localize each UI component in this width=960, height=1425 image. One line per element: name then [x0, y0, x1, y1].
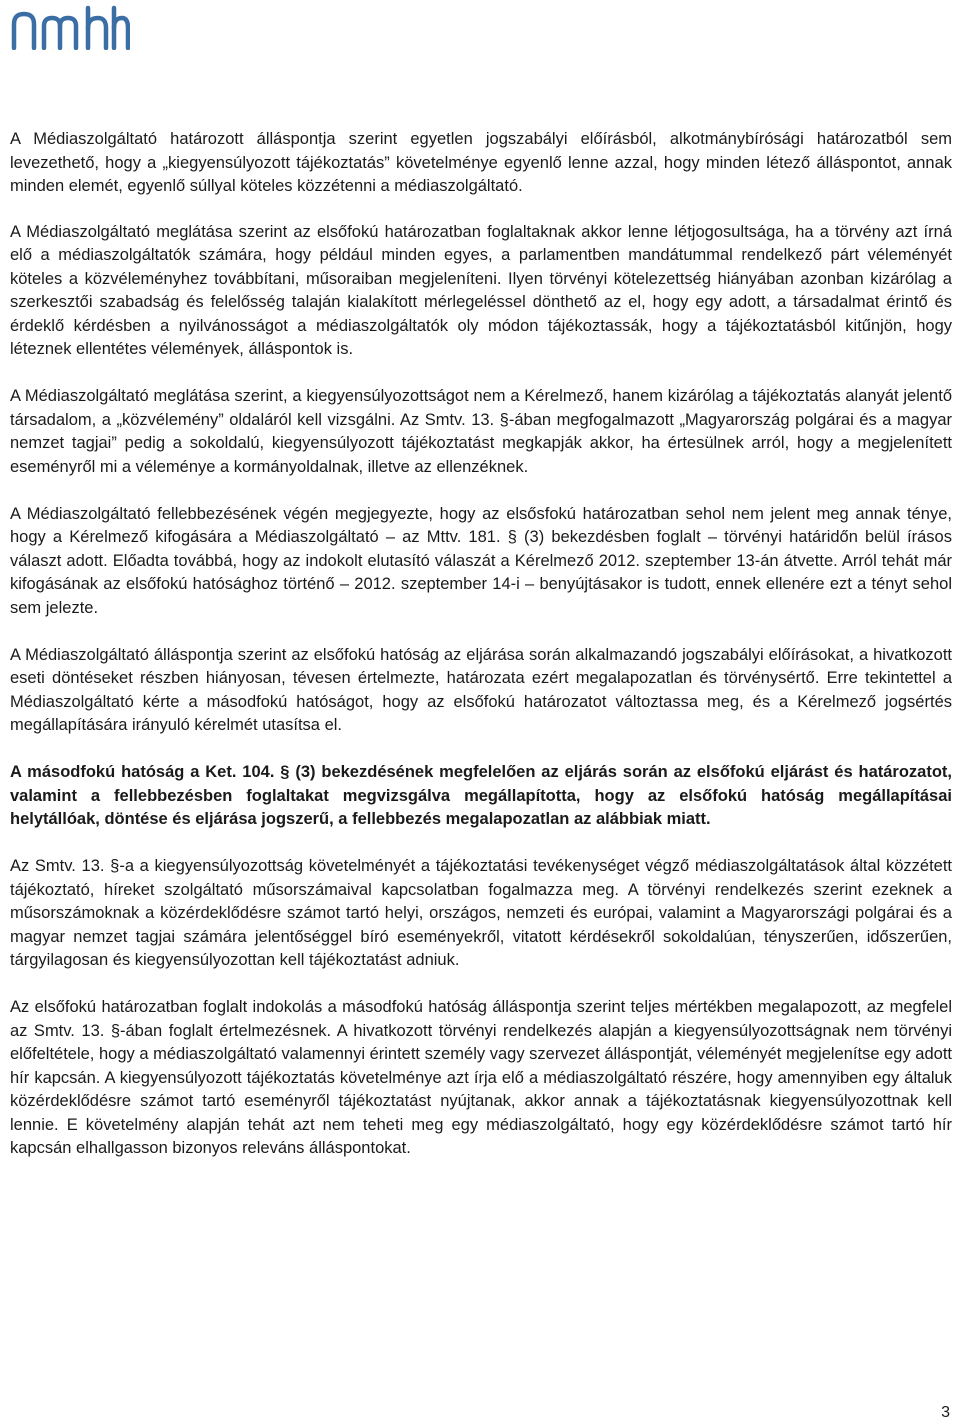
- paragraph-8: Az elsőfokú határozatban foglalt indokolás a másodfokú hatóság álláspontja szerint teljes mértékben megalapozott, az megfelel az Smtv. 13. §-ában foglalt értelmezésnek. A hivatkozott törvényi rendelkezés alapján a kiegyensúlyozottságnak nem törvényi előfeltétele, hogy a médiaszolgáltató valamennyi érintett személy vagy szervezet álláspontját, véleményét megjelenítse egy adott hír kapcsán. A kiegyensúlyozott tájékoztatás követelménye azt írja elő a médiaszolgáltató részére, hogy amennyiben egy általuk közérdeklődésre számot tartó eseményről tájékoztatást nyújtanak, akkor annak a tájékoztatásnak kiegyensúlyozottnak kell lennie. E követelmény alapján tehát azt nem teheti meg egy médiaszolgáltató, hogy egy közérdeklődésre számot tartó hír kapcsán elhallgasson bizonyos releváns álláspontokat.: [10, 998, 952, 1157]
- paragraph-4: A Médiaszolgáltató fellebbezésének végén megjegyezte, hogy az elsősfokú határozatban sehol nem jelent meg annak ténye, hogy a Kérelmező kifogására a Médiaszolgáltató – az Mttv. 181. § (3) bekezdésben foglalt – törvényi határidőn belül írásos választ adott. Előadta továbbá, hogy az indokolt elutasító válaszát a Kérelmező 2012. szeptember 13-án átvette. Arról tehát már kifogásának az elsőfokú hatósághoz történő – 2012. szeptember 14-i – benyújtásakor is tudott, ennek ellenére ezt a tényt sehol sem jelezte.: [10, 504, 952, 617]
- paragraph-3: A Médiaszolgáltató meglátása szerint, a kiegyensúlyozottságot nem a Kérelmező, hanem kizárólag a tájékoztatás alanyát jelentő társadalom, a „közvélemény” oldaláról kell vizsgálni. Az Smtv. 13. §-ában megfogalmazott „Magyarország polgárai és a magyar nemzet tagjai” pedig a sokoldalú, kiegyensúlyozott tájékoztatást megkapják akkor, ha értesülnek arról, hogy a megjelenített eseményről mi a véleménye a kormányoldalnak, illetve az ellenzéknek.: [10, 387, 952, 476]
- paragraph-2: A Médiaszolgáltató meglátása szerint az elsőfokú határozatban foglaltaknak akkor lenne létjogosultsága, ha a törvény azt írná elő a médiaszolgáltatók számára, hogy például minden egyes, a parlamentben mandátummal rendelkező párt véleményét köteles a közvéleményhez továbbítani, műsoraiban megjeleníteni. Ilyen törvényi kötelezettség hiányában azonban kizárólag a szerkesztői szabadság és felelősség talaján kialakított mérlegeléssel dönthető az el, hogy egy adott, a társadalmat érintő és érdeklő kérdésben a nyilvánosságot a médiaszolgáltatók oly módon tájékoztassák, hogy a tájékoztatásból kitűnjön, hogy léteznek ellentétes vélemények, álláspontok is.: [10, 222, 952, 358]
- paragraph-7: Az Smtv. 13. §-a a kiegyensúlyozottság követelményét a tájékoztatási tevékenységet végző médiaszolgáltatások által közzétett tájékoztató, híreket szolgáltató műsorszámaival kapcsolatban fogalmazza meg. A törvényi rendelkezés szerint ezeknek a műsorszámoknak a közérdeklődésre számot tartó helyi, országos, nemzeti és európai, valamint a Magyarországi polgárai és a magyar nemzet tagjai számára jelentőséggel bíró eseményekről, vitatott kérdésekről sokoldalúan, tényszerűen, időszerűen, tárgyilagosan és kiegyensúlyozottan kell tájékoztatást adniuk.: [10, 857, 952, 969]
- document-body: [10, 128, 952, 1184]
- page-number: 3: [941, 1404, 950, 1421]
- paragraph-1: A Médiaszolgáltató határozott álláspontja szerint egyetlen jogszabályi előírásból, alkotmánybírósági határozatból sem levezethető, hogy a „kiegyensúlyozott tájékoztatás” követelménye egyenlő lenne azzal, hogy minden létező álláspontot, annak minden elemét, egyenlő súllyal köteles közzétenni a médiaszolgáltató.: [10, 130, 952, 195]
- paragraph-5: A Médiaszolgáltató álláspontja szerint az elsőfokú hatóság az eljárása során alkalmazandó jogszabályi előírásokat, a hivatkozott eseti döntéseket részben hiányosan, tévesen értelmezte, határozata ezért megalapozatlan és törvénysértő. Erre tekintettel a Médiaszolgáltató kérte a másodfokú hatóságot, hogy az elsőfokú határozatot változtassa meg, és a Kérelmező jogsértés megállapítására irányuló kérelmét utasítsa el.: [10, 645, 952, 734]
- nmhh-logo: [10, 4, 130, 50]
- paragraph-6-bold-finding: A másodfokú hatóság a Ket. 104. § (3) bekezdésének megfelelően az eljárás során az elsőfokú eljárást és határozatot, valamint a fellebbezésben foglaltakat megvizsgálva megállapította, hogy az elsőfokú hatóság megállapításai helytállóak, döntése és eljárása jogszerű, a fellebbezés megalapozatlan az alábbiak miatt.: [10, 763, 952, 828]
